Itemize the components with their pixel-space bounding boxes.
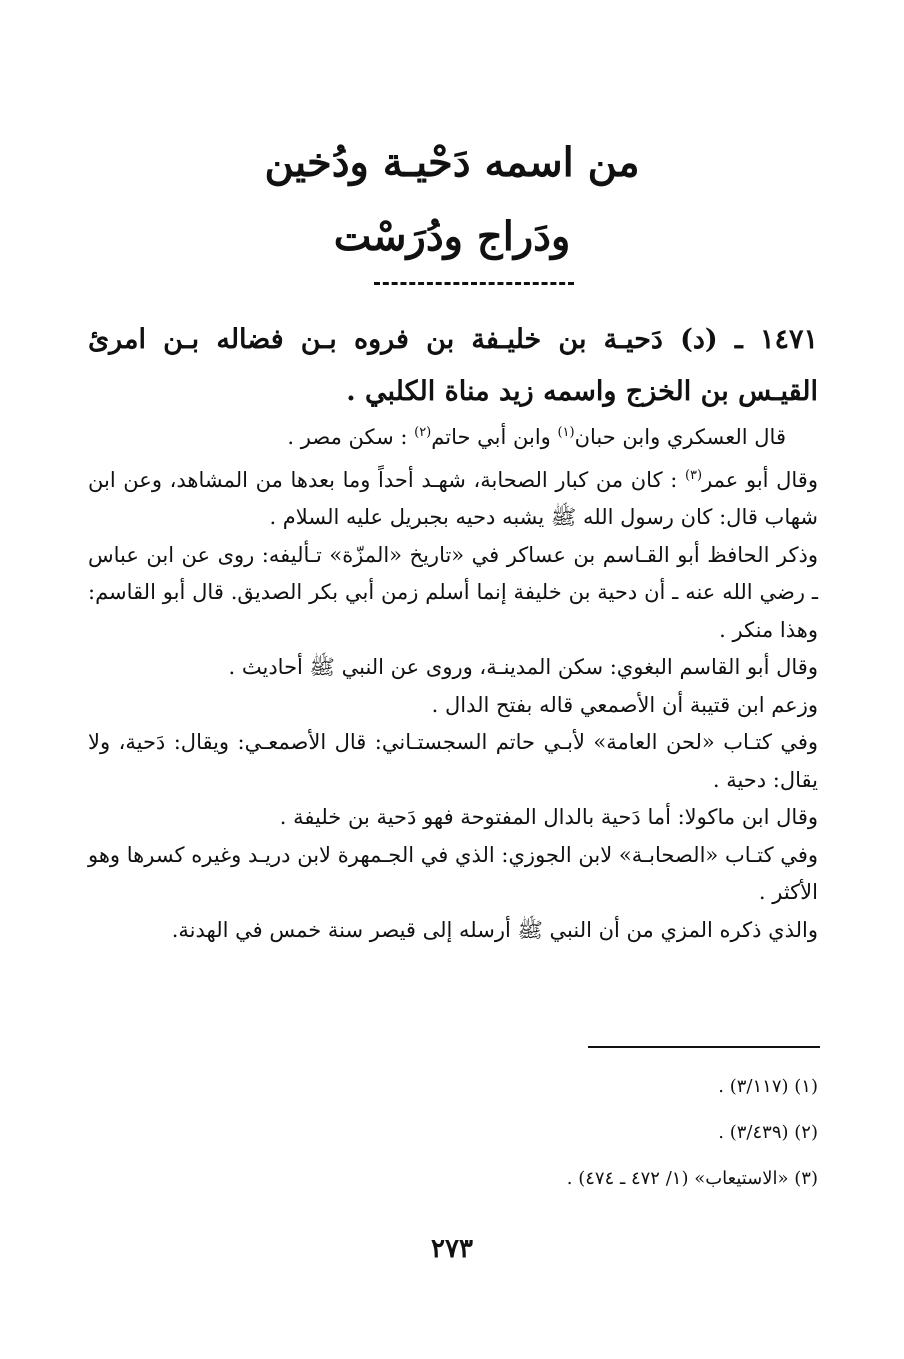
footnote-ref: (٣) [684, 467, 703, 483]
title-divider [374, 282, 574, 285]
footnote: (٣) «الاستيعاب» (١/ ٤٧٢ ـ ٤٧٤) . [566, 1168, 818, 1189]
paragraph: وزعم ابن قتيبة أن الأصمعي قاله بفتح الدال . [431, 692, 818, 717]
footnote: (٢) (٣/٤٣٩) . [718, 1122, 818, 1143]
paragraph: وقال أبو القاسم البغوي: سكن المدينـة، وروى عن النبي ﷺ أحاديث . [228, 655, 818, 679]
paragraph: والذي ذكره المزي من أن النبي ﷺ أرسله إلى قيصر سنة خمس في الهدنة. [171, 917, 818, 942]
footnotes [418, 1064, 818, 1202]
entry-body [88, 414, 818, 949]
paragraph: وقال أبو عمر$^{(٣)}$ : كان من كبار الصحابة، شهـد أحداً وما بعدها من المشاهد، وعن ابن شهاب قال: كان رسول الله ﷺ يشبه دحيه بجبريل عليه السلام . [88, 467, 818, 529]
footnote-divider [588, 1046, 820, 1048]
paragraph: قال العسكري وابن حبان$^{(١)}$ وابن أبي حاتم$^{(٢)}$ : سكن مصر . [287, 425, 786, 449]
paragraph: وذكر الحافظ أبو القـاسم بن عساكر في «تاريخ «المزّة» تـأليفه: روى عن ابن عباس ـ رضي الله عنه ـ أن دحية بن خليفة إنما أسلم زمن أبي بكر الصديق. قال أبو القاسم: وهذا منكر . [88, 542, 818, 642]
page-number: ٢٧٣ [431, 1234, 473, 1264]
paragraph: وفي كتـاب «لحن العامة» لأبـي حاتم السجستـاني: قال الأصمعـي: ويقال: دَحية، ولا يقال: دحية . [88, 730, 818, 792]
section-title-line-1: من اسمه دَحْيـة ودُخين [264, 139, 640, 186]
footnote-ref: (١) [557, 425, 575, 440]
entry-heading: ١٤٧١ ـ (د) دَحيـة بن خليـفة بن فروه بـن فضاله بـن امرئ القيـس بن الخزج واسمه زيد مناة الكلبي . [88, 324, 818, 407]
footnote-ref: (٢) [414, 425, 432, 440]
paragraph: وفي كتـاب «الصحابـة» لابن الجوزي: الذي في الجـمهرة لابن دريـد وغيره كسرها وهو الأكثر . [88, 842, 818, 904]
section-title-line-2: ودَراج ودُرَسْت [333, 213, 571, 260]
footnote: (١) (٣/١١٧) . [718, 1076, 818, 1097]
paragraph: وقال ابن ماكولا: أما دَحية بالدال المفتوحة فهو دَحية بن خليفة . [279, 805, 818, 829]
